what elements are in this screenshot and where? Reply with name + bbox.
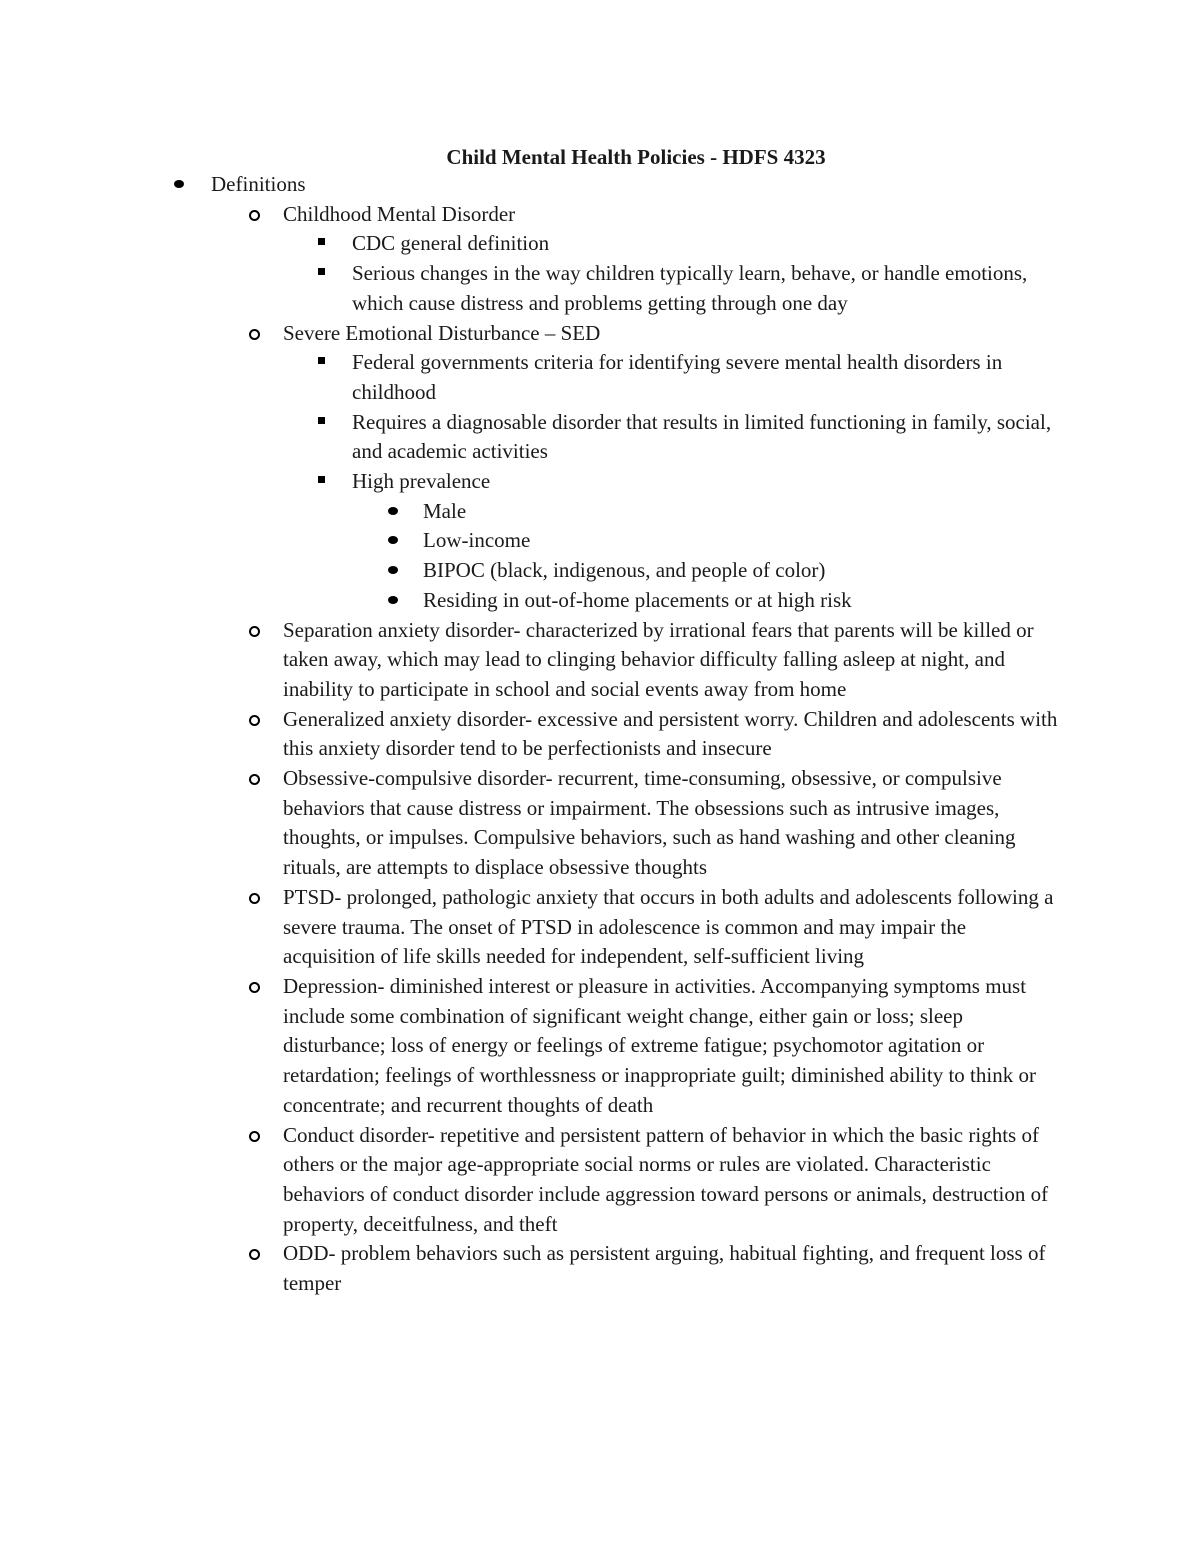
list-item-text: Requires a diagnosable disorder that results in limited functioning in family, social, and academic activities bbox=[352, 409, 1052, 464]
bullet-dot-icon bbox=[388, 507, 398, 515]
list-item-text: Generalized anxiety disorder- excessive and persistent worry. Children and adolescents with this anxiety disorder tend to be perfectionists and insecure bbox=[283, 706, 1058, 761]
bullet-square-icon bbox=[318, 357, 325, 364]
list-item-text: Low-income bbox=[423, 528, 531, 553]
list-item-text: Male bbox=[423, 498, 467, 523]
bullet-square-icon bbox=[318, 268, 325, 275]
outline-list bbox=[0, 170, 1200, 1299]
list-item-sed bbox=[0, 319, 1063, 349]
bullet-dot-icon bbox=[174, 180, 184, 188]
list-item-conduct-disorder bbox=[0, 1121, 1063, 1240]
list-item-out-of-home bbox=[0, 586, 1063, 616]
list-item-text: PTSD- prolonged, pathologic anxiety that occurs in both adults and adolescents following a severe trauma. The onset of PTSD in adolescence is common and may impair the acquisition of life skills needed for independent, self-sufficient living bbox=[283, 884, 1054, 969]
list-item-generalized-anxiety bbox=[0, 705, 1063, 764]
list-item-text: Residing in out-of-home placements or at high risk bbox=[423, 587, 852, 612]
list-item-text: Childhood Mental Disorder bbox=[283, 201, 516, 226]
list-item-male bbox=[0, 497, 1063, 527]
bullet-square-icon bbox=[318, 476, 325, 483]
list-item-text: Federal governments criteria for identifying severe mental health disorders in childhood bbox=[352, 350, 1003, 404]
list-item-cdc-definition bbox=[0, 229, 1064, 259]
list-item-federal-criteria bbox=[0, 348, 1064, 407]
bullet-ring-icon bbox=[249, 982, 260, 993]
list-item-text: Severe Emotional Disturbance – SED bbox=[283, 320, 601, 345]
list-item-ptsd bbox=[0, 883, 1063, 972]
bullet-dot-icon bbox=[388, 536, 398, 544]
list-item-text: High prevalence bbox=[352, 469, 491, 494]
list-item-text: Serious changes in the way children typically learn, behave, or handle emotions, which cause distress and problems getting through one day bbox=[352, 261, 1028, 315]
document-title: Child Mental Health Policies - HDFS 4323 bbox=[446, 145, 826, 169]
list-item-text: Obsessive-compulsive disorder- recurrent, time-consuming, obsessive, or compulsive behaviors that cause distress or impairment. The obsessions such as intrusive images, thoughts, or impulses. Compulsive behaviors, such as hand washing and other cleaning rituals, are attempts to displace obsessive thoughts bbox=[283, 766, 1016, 880]
list-item-bipoc bbox=[0, 556, 1063, 586]
list-item-text: Definitions bbox=[211, 172, 306, 196]
list-item-low-income bbox=[0, 526, 1063, 556]
list-item-ocd bbox=[0, 764, 1063, 883]
list-item-childhood-mental-disorder bbox=[0, 200, 1063, 230]
list-item-serious-changes bbox=[0, 259, 1064, 318]
list-item-definitions bbox=[0, 170, 1200, 200]
list-item-separation-anxiety bbox=[0, 616, 1063, 705]
list-item-text: ODD- problem behaviors such as persistent arguing, habitual fighting, and frequent loss of temper bbox=[283, 1241, 1046, 1296]
bullet-ring-icon bbox=[249, 1249, 260, 1260]
bullet-square-icon bbox=[318, 417, 325, 424]
list-item-depression bbox=[0, 972, 1063, 1121]
bullet-square-icon bbox=[318, 238, 325, 245]
list-item-diagnosable-disorder bbox=[0, 408, 1064, 467]
bullet-ring-icon bbox=[249, 329, 260, 340]
list-item-text: BIPOC (black, indigenous, and people of color) bbox=[423, 558, 826, 583]
bullet-ring-icon bbox=[249, 1131, 260, 1142]
bullet-ring-icon bbox=[249, 210, 260, 221]
list-item-text: CDC general definition bbox=[352, 231, 550, 256]
bullet-dot-icon bbox=[388, 596, 398, 604]
bullet-ring-icon bbox=[249, 626, 260, 637]
bullet-ring-icon bbox=[249, 893, 260, 904]
list-item-text: Depression- diminished interest or pleasure in activities. Accompanying symptoms must include some combination of significant weight change, either gain or loss; sleep disturbance; loss of energy or feelings of extreme fatigue; psychomotor agitation or retardation; feelings of worthlessness or inappropriate guilt; diminished ability to think or concentrate; and recurrent thoughts of death bbox=[283, 973, 1036, 1117]
list-item-odd bbox=[0, 1239, 1063, 1298]
list-item-high-prevalence bbox=[0, 467, 1064, 497]
bullet-ring-icon bbox=[249, 774, 260, 785]
list-item-text: Conduct disorder- repetitive and persistent pattern of behavior in which the basic rights of others or the major age-appropriate social norms or rules are violated. Characteristic behaviors of conduct disorder include aggression toward persons or animals, destruction of property, deceitfulness, and theft bbox=[283, 1122, 1049, 1236]
bullet-dot-icon bbox=[388, 566, 398, 574]
bullet-ring-icon bbox=[249, 715, 260, 726]
list-item-text: Separation anxiety disorder- characterized by irrational fears that parents will be killed or taken away, which may lead to clinging behavior difficulty falling asleep at night, and inability to participate in school and social events away from home bbox=[283, 617, 1034, 701]
